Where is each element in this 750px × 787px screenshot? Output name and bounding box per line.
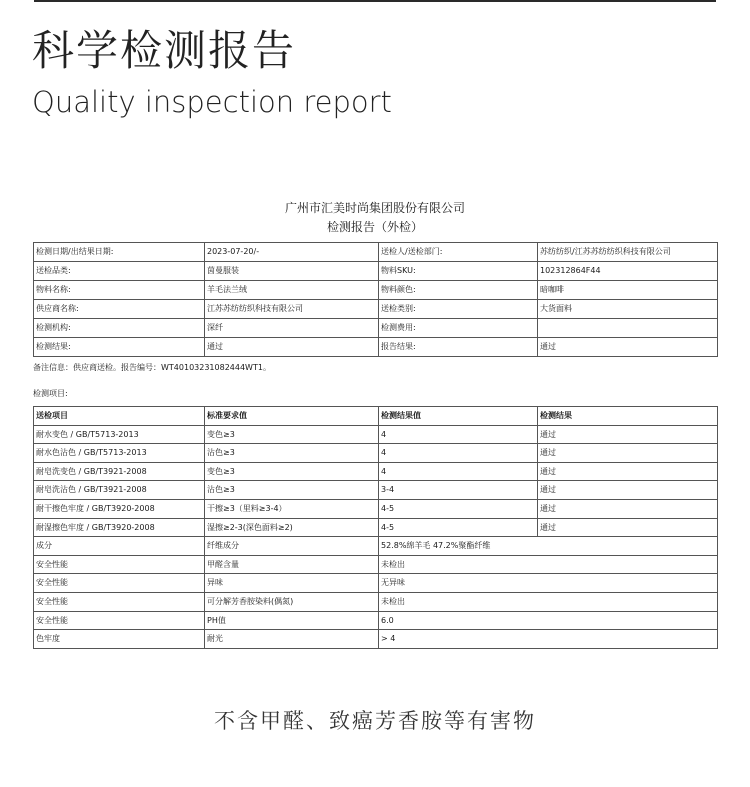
report-info-table [33, 242, 718, 357]
table-cell: 通过 [538, 481, 718, 500]
info-row [34, 300, 718, 319]
table-cell: 通过 [538, 425, 718, 444]
info-label-cell: 检测结果: [34, 338, 205, 357]
info-row [34, 243, 718, 262]
table-cell: 未检出 [379, 555, 718, 574]
table-cell: 变色≥3 [205, 425, 379, 444]
table-cell: 耐光 [205, 630, 379, 649]
info-label-cell: 检测费用: [379, 319, 538, 338]
info-label-cell: 物料SKU: [379, 262, 538, 281]
table-cell: 通过 [538, 518, 718, 537]
header-cell: 检测结果值 [379, 407, 538, 426]
table-cell: 通过 [538, 444, 718, 463]
info-label-cell: 检测日期/出结果日期: [34, 243, 205, 262]
company-name: 广州市汇美时尚集团股份有限公司 [284, 201, 465, 215]
table-cell: 4 [379, 444, 538, 463]
info-label-cell: 送检人/送检部门: [379, 243, 538, 262]
info-row [34, 281, 718, 300]
table-row [34, 555, 718, 574]
table-cell: 色牢度 [34, 630, 205, 649]
info-label-cell: 送检品类: [34, 262, 205, 281]
info-label-cell: 物料名称: [34, 281, 205, 300]
table-cell: PH值 [205, 611, 379, 630]
table-cell: 成分 [34, 537, 205, 556]
header-cell: 送检项目 [34, 407, 205, 426]
table-cell: 干擦≥3（里料≥3-4） [205, 499, 379, 518]
info-value-cell: 102312864F44 [538, 262, 718, 281]
table-cell: 耐水变色 / GB/T5713-2013 [34, 425, 205, 444]
info-value-cell [538, 319, 718, 338]
table-cell: 湿擦≥2-3(深色面料≥2) [205, 518, 379, 537]
remark-text: 备注信息：供应商送检。报告编号：WT40103231082444WT1。 [33, 363, 271, 372]
info-row [34, 262, 718, 281]
table-row [34, 611, 718, 630]
info-label-cell: 供应商名称: [34, 300, 205, 319]
table-cell: 3-4 [379, 481, 538, 500]
table-cell: 甲醛含量 [205, 555, 379, 574]
header-cell: 标准要求值 [205, 407, 379, 426]
table-cell: 无异味 [379, 574, 718, 593]
table-row [34, 425, 718, 444]
table-cell: 4 [379, 462, 538, 481]
info-value-cell: 羊毛法兰绒 [205, 281, 379, 300]
top-divider [34, 0, 716, 2]
info-row [34, 338, 718, 357]
table-cell: 变色≥3 [205, 462, 379, 481]
table-cell: 沾色≥3 [205, 481, 379, 500]
header-cell: 检测结果 [538, 407, 718, 426]
table-row [34, 444, 718, 463]
table-cell: 4 [379, 425, 538, 444]
table-cell: 耐干擦色牢度 / GB/T3920-2008 [34, 499, 205, 518]
table-row [34, 537, 718, 556]
info-value-cell: 2023-07-20/- [205, 243, 379, 262]
info-value-cell: 大货面料 [538, 300, 718, 319]
info-value-cell: 通过 [538, 338, 718, 357]
table-cell: 4-5 [379, 518, 538, 537]
test-items-table [33, 406, 718, 649]
table-row [34, 592, 718, 611]
table-cell: 耐皂洗沾色 / GB/T3921-2008 [34, 481, 205, 500]
table-cell: > 4 [379, 630, 718, 649]
table-row [34, 462, 718, 481]
info-value-cell: 深纤 [205, 319, 379, 338]
info-label-cell: 报告结果: [379, 338, 538, 357]
page-title-en: Quality inspection report [32, 85, 392, 119]
info-value-cell: 通过 [205, 338, 379, 357]
info-value-cell: 茵曼服装 [205, 262, 379, 281]
info-value-cell: 暗咖啡 [538, 281, 718, 300]
table-cell: 沾色≥3 [205, 444, 379, 463]
table-cell: 异味 [205, 574, 379, 593]
table-cell: 安全性能 [34, 592, 205, 611]
info-value-cell: 江苏苏纺纺织科技有限公司 [205, 300, 379, 319]
table-cell: 通过 [538, 462, 718, 481]
table-cell: 未检出 [379, 592, 718, 611]
table-cell: 耐皂洗变色 / GB/T3921-2008 [34, 462, 205, 481]
table-cell: 6.0 [379, 611, 718, 630]
table-cell: 纤维成分 [205, 537, 379, 556]
report-type: 检测报告（外检） [326, 220, 423, 234]
table-header-row [34, 407, 718, 426]
table-cell: 可分解芳香胺染料(偶氮) [205, 592, 379, 611]
table-cell: 52.8%绵羊毛 47.2%聚酯纤维 [379, 537, 718, 556]
table-row [34, 574, 718, 593]
info-label-cell: 送检类别: [379, 300, 538, 319]
table-row [34, 518, 718, 537]
info-label-cell: 物料颜色: [379, 281, 538, 300]
table-cell: 耐湿擦色牢度 / GB/T3920-2008 [34, 518, 205, 537]
table-cell: 安全性能 [34, 555, 205, 574]
table-row [34, 499, 718, 518]
info-row [34, 319, 718, 338]
table-cell: 4-5 [379, 499, 538, 518]
table-cell: 通过 [538, 499, 718, 518]
info-label-cell: 检测机构: [34, 319, 205, 338]
table-cell: 耐水色沾色 / GB/T5713-2013 [34, 444, 205, 463]
table-row [34, 630, 718, 649]
table-cell: 安全性能 [34, 611, 205, 630]
items-label: 检测项目: [33, 389, 68, 398]
footer-tagline: 不含甲醛、致癌芳香胺等有害物 [214, 709, 536, 733]
page-title-cn: 科学检测报告 [32, 26, 297, 75]
table-row [34, 481, 718, 500]
info-value-cell: 苏纺纺织/江苏苏纺纺织科技有限公司 [538, 243, 718, 262]
table-cell: 安全性能 [34, 574, 205, 593]
